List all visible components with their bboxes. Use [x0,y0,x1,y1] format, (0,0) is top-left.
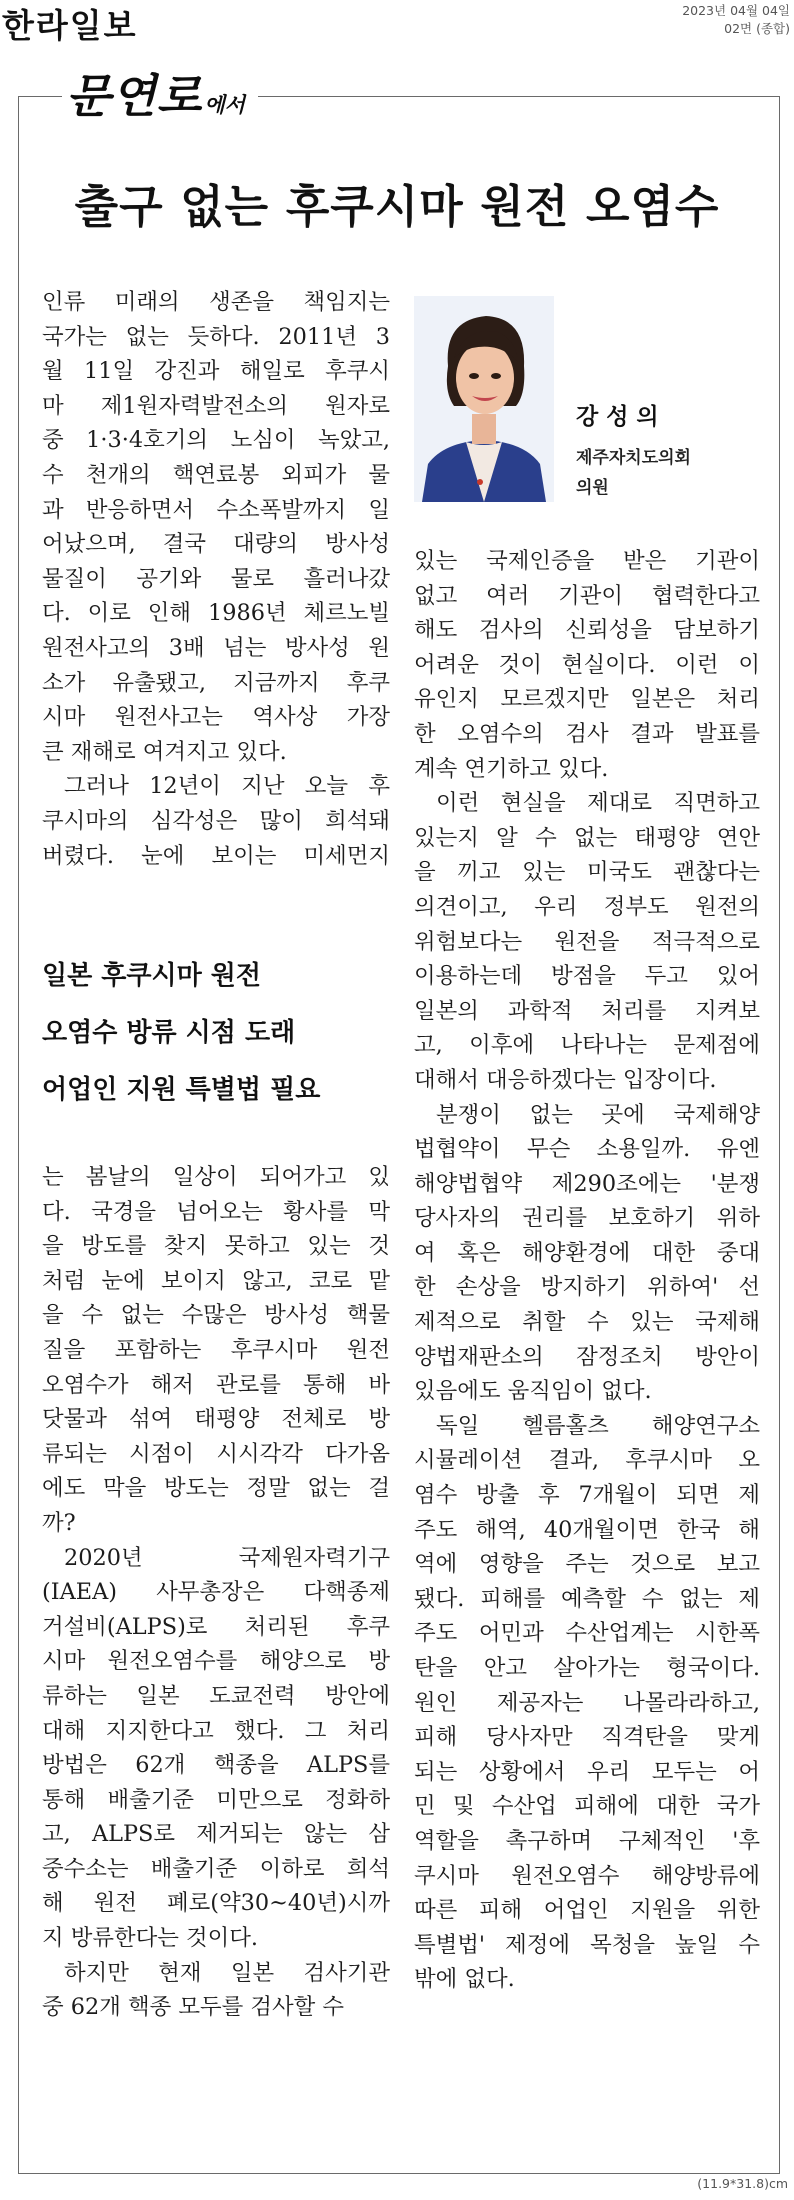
author-photo [414,296,554,502]
body-line: 고, 이후에 나타나는 문제점에 [414,1032,760,1059]
body-line: 법협약이 무슨 소용일까. 유엔 [414,1136,760,1163]
body-line: 인류 미래의 생존을 책임지는 [42,289,390,315]
body-line: 분쟁이 없는 곳에 국제해양 [436,1101,760,1128]
body-line: 이런 현실을 제대로 직면하고 [436,790,760,817]
page-section: 02면 (종합) [724,21,790,36]
newspaper-masthead: 한라일보 [2,6,138,45]
body-line: 주도 어민과 수산업계는 시한폭 [414,1620,760,1647]
body-line: 당사자의 권리를 보호하기 위하 [414,1205,760,1232]
body-line: 는 봄날의 일상이 되어가고 있 [42,1164,390,1190]
body-line: 이용하는데 방점을 두고 있어 [414,963,760,990]
article-subheads [42,948,390,1119]
body-line: 방법은 62개 핵종을 ALPS를 [42,1752,390,1779]
body-line: 까? [42,1509,76,1536]
publication-info [682,2,790,38]
body-line: 한 손상을 방지하기 위하여' 선 [414,1274,760,1301]
body-line: 다. 국경을 넘어오는 황사를 막 [42,1198,390,1225]
body-line: 시마 원전오염수를 해양으로 방 [42,1648,390,1675]
body-line: 있는지 알 수 없는 태평양 연안 [414,824,760,851]
body-line: 시뮬레이션 결과, 후쿠시마 오 [414,1447,760,1474]
body-line: 하지만 현재 일본 검사기관 [64,1959,390,1986]
body-line: 중 1·3·4호기의 노심이 녹았고, [42,427,390,454]
body-line: 양법재판소의 잠정조치 방안이 [414,1343,760,1370]
body-line: 큰 재해로 여겨지고 있다. [42,738,287,765]
body-line: 에도 막을 방도는 정말 없는 걸 [42,1475,390,1502]
body-line: 버렸다. 눈에 보이는 미세먼지 [42,842,390,869]
body-line: 마 제1원자력발전소의 원자로 [42,392,390,419]
article-headline: 출구 없는 후쿠시마 원전 오염수 [74,180,720,233]
body-line: 통해 배출기준 미만으로 정화하 [42,1786,390,1813]
body-line: 피해 당사자만 직격탄을 맞게 [414,1724,760,1751]
body-line: 중수소는 배출기준 이하로 희석 [42,1855,390,1882]
article-size-note: (11.9*31.8)cm [697,2176,788,2191]
body-line: 해양법협약 제290조에는 '분쟁 [414,1170,760,1197]
body-line: 쿠시마의 심각성은 많이 희석돼 [42,807,390,834]
subhead-line: 일본 후쿠시마 원전 [42,961,262,991]
body-line: 중 62개 핵종 모두를 검사할 수 [42,1994,345,2021]
body-line: 어려운 것이 현실이다. 이런 이 [414,651,760,678]
body-line: 을 방도를 찾지 못하고 있는 것 [42,1233,390,1260]
author-name: 강성의 [576,404,667,430]
body-line: 을 수 없는 수많은 방사성 핵물 [42,1302,390,1329]
body-line: 한 오염수의 검사 결과 발표를 [414,720,760,747]
body-line: 계속 연기하고 있다. [414,755,609,782]
body-line: 유인지 모르겠지만 일본은 처리 [414,686,760,713]
body-line: 처럼 눈에 보이지 않고, 코로 맡 [42,1267,390,1294]
body-line: 염수 방출 후 7개월이 되면 제 [414,1482,760,1509]
body-line: 특별법' 제정에 목청을 높일 수 [414,1931,760,1958]
body-line: 오염수가 해저 관로를 통해 바 [42,1371,390,1398]
column-logo-main: 문연로 [66,69,203,123]
body-line: 거설비(ALPS)로 처리된 후쿠 [42,1613,390,1640]
body-line: 대해 지지한다고 했다. 그 처리 [42,1717,390,1744]
body-line: 탄을 안고 살아가는 형국이다. [414,1655,760,1681]
body-line: 여 혹은 해양환경에 대한 중대 [414,1239,760,1266]
body-line: 을 끼고 있는 미국도 괜찮다는 [414,859,760,886]
body-line: 밖에 없다. [414,1966,515,1993]
body-line: 과 반응하면서 수소폭발까지 일 [42,496,390,523]
body-line: 일본의 과학적 처리를 지켜보 [414,997,760,1024]
body-line: 역할을 촉구하며 구체적인 '후 [414,1827,760,1854]
subhead-line: 오염수 방류 시점 도래 [42,1018,296,1048]
subhead-line: 어업인 지원 특별법 필요 [42,1075,321,1105]
body-line: 제적으로 취할 수 있는 국제해 [414,1309,760,1336]
body-line: 류되는 시점이 시시각각 다가옴 [42,1440,390,1467]
body-line: 류하는 일본 도쿄전력 방안에 [42,1682,390,1709]
column-logo [66,60,245,123]
body-line: 다. 이로 인해 1986년 체르노빌 [42,600,390,627]
body-line: 민 및 수산업 피해에 대한 국가 [414,1793,760,1820]
body-line: 수 천개의 핵연료봉 외피가 물 [42,461,390,488]
body-line: 해 원전 폐로(약30~40년)시까 [42,1890,390,1917]
body-line: 국가는 없는 듯하다. 2011년 3 [42,323,390,350]
author-affiliation: 제주자치도의회 [576,448,691,468]
body-line: 월 11일 강진과 해일로 후쿠시 [42,358,390,385]
body-line: 없고 여러 기관이 협력한다고 [414,582,760,609]
body-line: 원인 제공자는 나몰라라하고, [414,1689,760,1716]
body-line: 닷물과 섞여 태평양 전체로 방 [42,1406,390,1433]
body-line: 역에 영향을 주는 것으로 보고 [414,1551,760,1578]
body-line: 물질이 공기와 물로 흘러나갔 [42,565,390,592]
author-title [576,443,691,503]
body-line: 소가 유출됐고, 지금까지 후쿠 [42,669,390,696]
body-line: 2020년 국제원자력기구 [64,1544,390,1571]
body-line: 됐다. 피해를 예측할 수 없는 제 [414,1585,760,1612]
body-line: 의견이고, 우리 정부도 원전의 [414,893,760,920]
portrait-image [414,296,554,502]
body-line: 해도 검사의 신뢰성을 담보하기 [414,617,760,644]
body-line: 어났으며, 결국 대량의 방사성 [42,531,390,558]
body-column-left-top [42,285,390,873]
body-line: 시마 원전사고는 역사상 가장 [42,704,390,731]
body-line: 질을 포함하는 후쿠시마 원전 [42,1336,390,1363]
column-logo-suffix: 에서 [204,93,245,117]
body-line: 원전사고의 3배 넘는 방사성 원 [42,634,390,661]
body-line: 지 방류한다는 것이다. [42,1925,259,1952]
body-column-right [414,544,760,1997]
body-line: 있는 국제인증을 받은 기관이 [414,548,760,574]
body-line: 고, ALPS로 제거되는 않는 삼 [42,1821,390,1848]
publication-date: 2023년 04월 04일 [682,3,790,18]
body-line: (IAEA) 사무총장은 다핵종제 [42,1579,390,1606]
body-line: 위험보다는 원전을 적극적으로 [414,928,760,955]
body-line: 독일 헬름홀츠 해양연구소 [436,1412,760,1439]
body-line: 되는 상황에서 우리 모두는 어 [414,1758,760,1785]
body-line: 그러나 12년이 지난 오늘 후 [64,773,390,800]
body-line: 대해서 대응하겠다는 입장이다. [414,1066,717,1093]
body-line: 따른 피해 어업인 지원을 위한 [414,1897,760,1924]
body-line: 있음에도 움직임이 없다. [414,1378,652,1405]
author-position: 의원 [576,478,609,498]
body-column-left-bottom [42,1160,390,2025]
body-line: 쿠시마 원전오염수 해양방류에 [414,1862,760,1889]
body-line: 주도 해역, 40개월이면 한국 해 [414,1516,760,1543]
